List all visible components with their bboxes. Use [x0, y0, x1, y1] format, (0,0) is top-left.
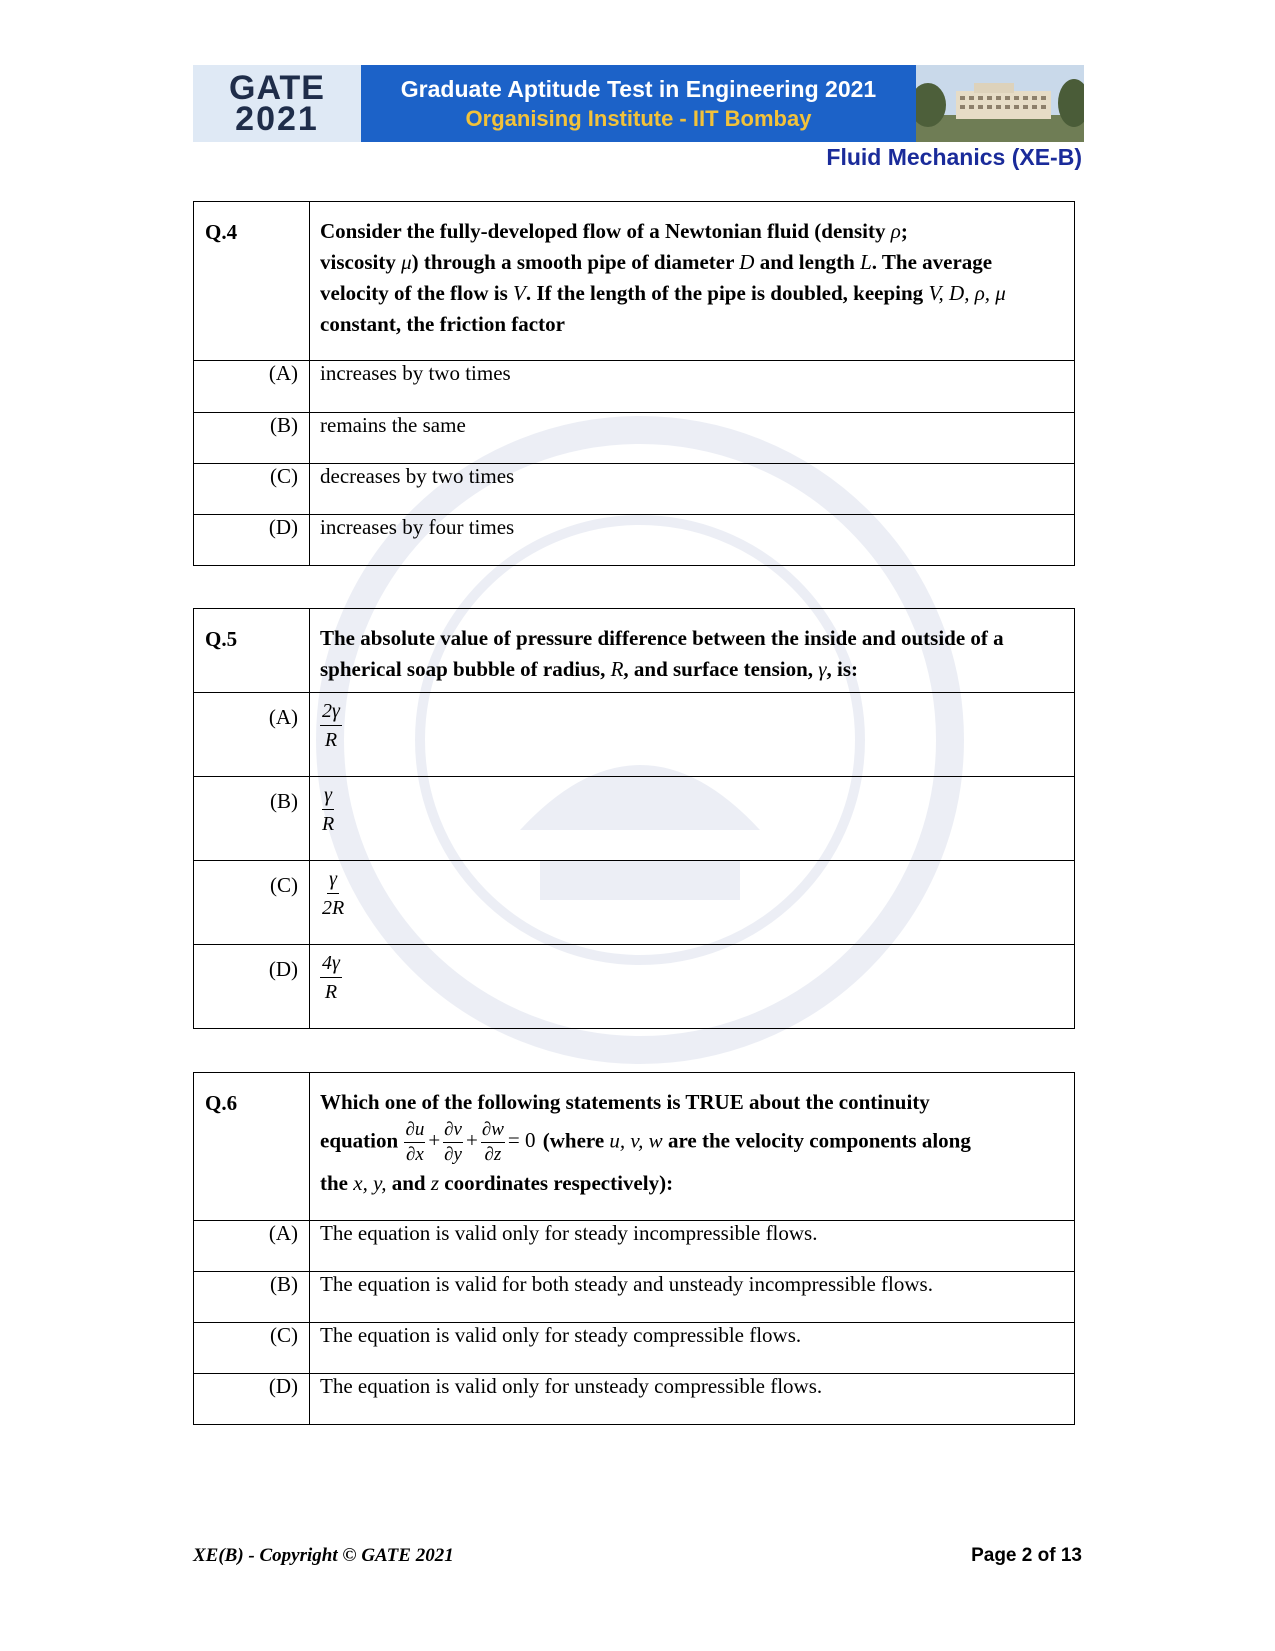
question-number: Q.6 [194, 1073, 310, 1221]
option-row [194, 777, 1075, 861]
subject-title: Fluid Mechanics (XE-B) [826, 144, 1082, 170]
option-label: (C) [194, 861, 310, 945]
question-text: Consider the fully-developed flow of a Newtonian fluid (density ρ; viscosity μ) through a smooth pipe of diameter D and length L. The average velocity of the flow is V. If the length of the pipe is doubled, keeping V, D, ρ, μ constant, the friction factor [310, 202, 1075, 361]
question-line: the x, y, and z coordinates respectively): [320, 1171, 674, 1195]
option-fraction: $\frac{2\gamma}{R}$ [310, 693, 1075, 777]
question-text: The absolute value of pressure difference between the inside and outside of a spherical soap bubble of radius, R, and surface tension, γ, is: [310, 609, 1075, 693]
option-text: remains the same [310, 413, 1075, 464]
option-label: (C) [194, 464, 310, 515]
logo-year-text: 2021 [235, 99, 319, 138]
option-label: (B) [194, 413, 310, 464]
option-row [194, 1272, 1075, 1323]
logo-gate-text: GATE [229, 68, 325, 107]
option-label: (D) [194, 945, 310, 1029]
option-row [194, 861, 1075, 945]
option-text: decreases by two times [310, 464, 1075, 515]
option-text: The equation is valid only for steady compressible flows. [310, 1323, 1075, 1374]
option-text: The equation is valid only for steady incompressible flows. [310, 1221, 1075, 1272]
option-label: (C) [194, 1323, 310, 1374]
header-banner [193, 65, 1084, 142]
option-row [194, 1323, 1075, 1374]
footer-copyright: XE(B) - Copyright © GATE 2021 [193, 1545, 454, 1566]
option-label: (A) [194, 693, 310, 777]
option-text: The equation is valid for both steady and unsteady incompressible flows. [310, 1272, 1075, 1323]
option-row [194, 413, 1075, 464]
gate-logo [193, 65, 361, 142]
banner-subtitle: Organising Institute - IIT Bombay [465, 105, 812, 131]
option-fraction: $\frac{\gamma}{R}$ [310, 777, 1075, 861]
option-label: (B) [194, 1272, 310, 1323]
option-row [194, 515, 1075, 566]
campus-photo [916, 65, 1084, 142]
option-label: (D) [194, 1374, 310, 1425]
question-number: Q.5 [194, 609, 310, 693]
option-fraction: $\frac{\gamma}{2R}$ [310, 861, 1075, 945]
question-5 [193, 608, 1075, 1029]
option-row [194, 464, 1075, 515]
banner-title: Graduate Aptitude Test in Engineering 2021 [400, 75, 877, 102]
question-number: Q.4 [194, 202, 310, 361]
option-label: (D) [194, 515, 310, 566]
option-row [194, 693, 1075, 777]
option-text: The equation is valid only for unsteady compressible flows. [310, 1374, 1075, 1425]
option-label: (B) [194, 777, 310, 861]
option-row [194, 945, 1075, 1029]
option-row [194, 361, 1075, 413]
option-row [194, 1374, 1075, 1425]
option-label: (A) [194, 1221, 310, 1272]
banner-title-block [361, 65, 916, 142]
question-6 [193, 1072, 1075, 1425]
footer-page-number: Page 2 of 13 [971, 1545, 1082, 1566]
question-line: Which one of the following statements is TRUE about the continuity [320, 1090, 930, 1114]
question-text [310, 1073, 1075, 1221]
option-label: (A) [194, 361, 310, 413]
continuity-equation-line: equation $\frac{\partial u}{\partial x}$ + $\frac{\partial v}{\partial y}$ + $\frac{\partial w}{\partial z}$ = 0 (where u, v, w are the velocity components along [320, 1119, 971, 1165]
option-fraction: $\frac{4\gamma}{R}$ [310, 945, 1075, 1029]
option-row [194, 1221, 1075, 1272]
option-text: increases by two times [310, 361, 1075, 413]
option-text: increases by four times [310, 515, 1075, 566]
question-4 [193, 201, 1075, 566]
